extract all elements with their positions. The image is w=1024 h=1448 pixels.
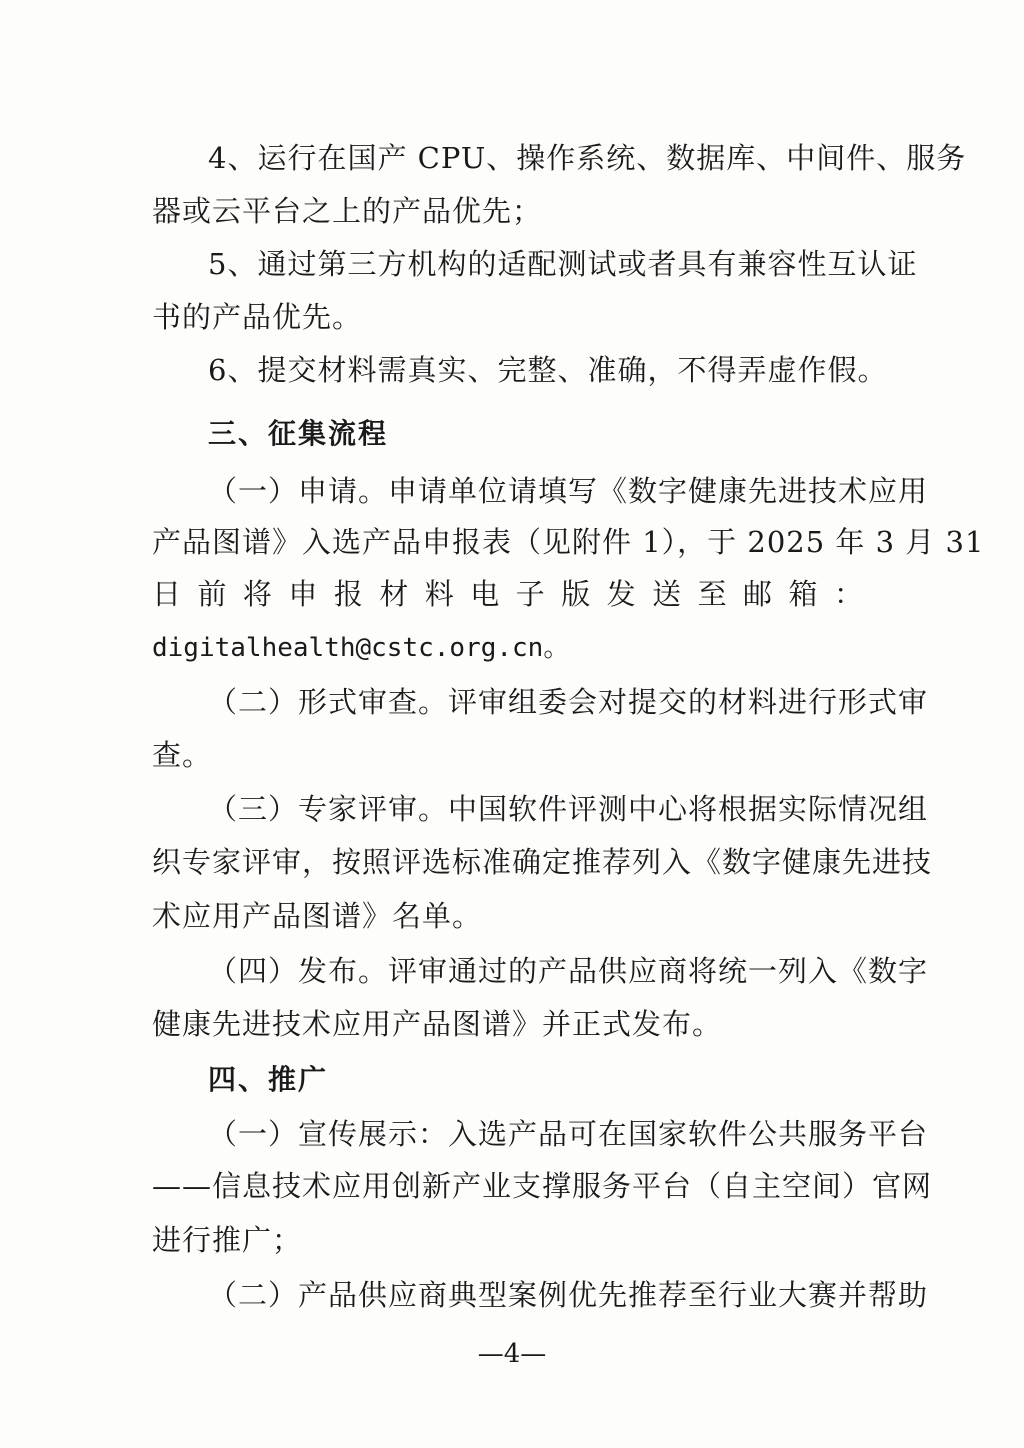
section-heading-3: 三、征集流程 — [208, 417, 389, 450]
promotion-1-line-1: （一）宣传展示：入选产品可在国家软件公共服务平台 — [208, 1117, 929, 1151]
promotion-2-line-1: （二）产品供应商典型案例优先推荐至行业大赛并帮助 — [208, 1278, 929, 1312]
paragraph-4-line-1: 4、运行在国产 CPU、操作系统、数据库、中间件、服务 — [208, 141, 967, 175]
step-1-line-2: 产品图谱》入选产品申报表（见附件 1），于 2025 年 3 月 31 — [152, 525, 985, 559]
promotion-1-line-2: ——信息技术应用创新产业支撑服务平台（自主空间）官网 — [152, 1169, 933, 1203]
step-1-email: digitalhealth@cstc.org.cn。 — [152, 633, 570, 663]
step-1-line-1: （一）申请。申请单位请填写《数字健康先进技术应用 — [208, 474, 929, 508]
promotion-1-line-3: 进行推广； — [152, 1223, 303, 1257]
paragraph-5-line-1: 5、通过第三方机构的适配测试或者具有兼容性互认证 — [208, 247, 918, 281]
step-2-line-2: 查。 — [152, 738, 213, 772]
step-1-line-3: 日前将申报材料电子版发送至邮箱： — [152, 577, 864, 611]
section-heading-4: 四、推广 — [208, 1063, 329, 1096]
step-3-line-3: 术应用产品图谱》名单。 — [152, 899, 483, 933]
step-4-line-2: 健康先进技术应用产品图谱》并正式发布。 — [152, 1007, 723, 1041]
paragraph-6-line-1: 6、提交材料需真实、完整、准确，不得弄虚作假。 — [208, 353, 888, 387]
step-3-line-2: 织专家评审，按照评选标准确定推荐列入《数字健康先进技 — [152, 845, 933, 879]
paragraph-4-line-2: 器或云平台之上的产品优先； — [152, 194, 543, 228]
step-3-line-1: （三）专家评审。中国软件评测中心将根据实际情况组 — [208, 792, 929, 826]
step-2-line-1: （二）形式审查。评审组委会对提交的材料进行形式审 — [208, 685, 929, 719]
step-4-line-1: （四）发布。评审通过的产品供应商将统一列入《数字 — [208, 954, 929, 988]
page-number: —4— — [477, 1339, 547, 1369]
paragraph-5-line-2: 书的产品优先。 — [152, 300, 363, 334]
